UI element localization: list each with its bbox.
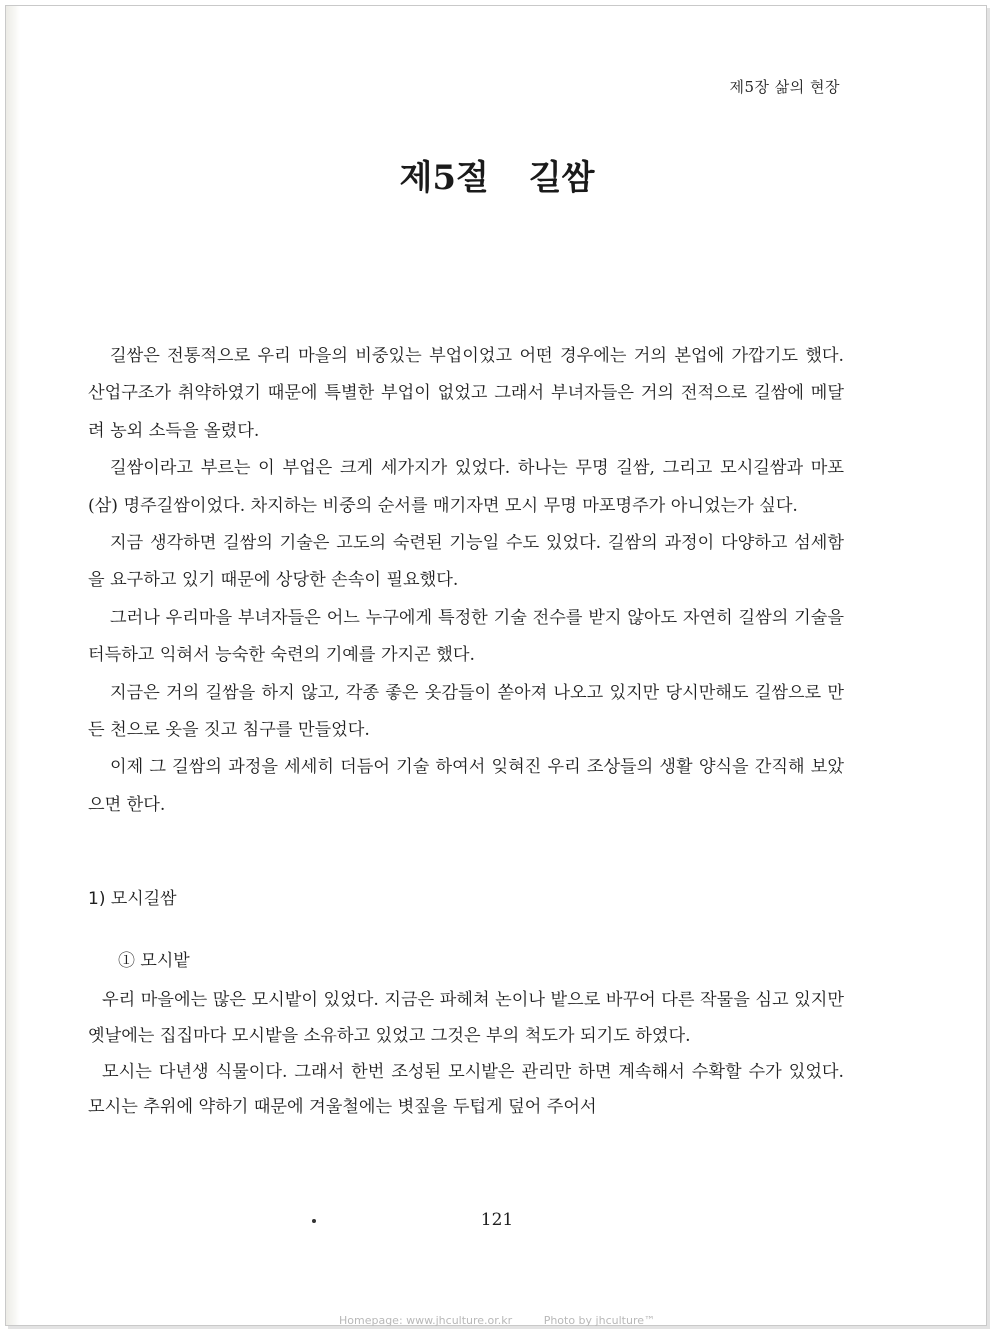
paragraph: 길쌈은 전통적으로 우리 마을의 비중있는 부업이었고 어떤 경우에는 거의 본업에 가깝기도 했다. 산업구조가 취약하였기 때문에 특별한 부업이 없었고 그래서 부녀자들은 거의 전적으로 길쌈에 메달려 농외 소득을 올렸다. — [88, 346, 844, 441]
chapter-name: 길쌈 — [528, 158, 595, 198]
section-heading: 1) 모시길쌈 — [88, 889, 177, 909]
chapter-number: 제5절 — [399, 158, 489, 198]
page-shadow-right — [987, 8, 990, 1328]
paragraph: 우리 마을에는 많은 모시밭이 있었다. 지금은 파헤쳐 논이나 밭으로 바꾸어 다른 작물을 심고 있지만 옛날에는 집집마다 모시밭을 소유하고 있었고 그것은 부의 척도가 되기도 하였다. — [88, 990, 844, 1046]
subsection-heading: ① 모시밭 — [118, 951, 190, 971]
paragraph: 모시는 다년생 식물이다. 그래서 한번 조성된 모시밭은 관리만 하면 계속해서 수확할 수가 있었다. 모시는 추위에 약하기 때문에 겨울철에는 볏짚을 두텁게 덮어 주어서 — [88, 1061, 844, 1118]
paragraph: 지금 생각하면 길쌈의 기술은 고도의 숙련된 기능일 수도 있었다. 길쌈의 과정이 다양하고 섬세함을 요구하고 있기 때문에 상당한 손속이 필요했다. — [88, 533, 844, 591]
section-body — [88, 983, 844, 1126]
footer-homepage-link[interactable]: Homepage: www.jhculture.or.kr — [338, 1314, 513, 1327]
running-header: 제5장 삶의 현장 — [729, 78, 840, 96]
page-number: 121 — [480, 1210, 514, 1230]
paragraph: 지금은 거의 길쌈을 하지 않고, 각종 좋은 옷감들이 쏟아져 나오고 있지만 당시만해도 길쌈으로 만든 천으로 옷을 짓고 침구를 만들었다. — [88, 682, 844, 741]
footer — [0, 1314, 994, 1327]
paragraph: 그러나 우리마을 부녀자들은 어느 누구에게 특정한 기술 전수를 받지 않아도 자연히 길쌈의 기술을 터득하고 익혀서 능숙한 숙련의 기예를 가지곤 했다. — [88, 607, 844, 666]
footer-photo-credit: Photo by jhculture™ — [543, 1314, 655, 1327]
paragraph: 이제 그 길쌈의 과정을 세세히 더듬어 기술 하여서 잊혀진 우리 조상들의 생활 양식을 간직해 보았으면 한다. — [88, 757, 844, 815]
chapter-title — [0, 150, 994, 199]
paragraph: 길쌈이라고 부르는 이 부업은 크게 세가지가 있었다. 하나는 무명 길쌈, 그리고 모시길쌈과 마포(삼) 명주길쌈이었다. 차지하는 비중의 순서를 매기자면 모시 무명 마포명주가 아니었는가 싶다. — [88, 458, 844, 516]
intro-body — [88, 338, 844, 824]
